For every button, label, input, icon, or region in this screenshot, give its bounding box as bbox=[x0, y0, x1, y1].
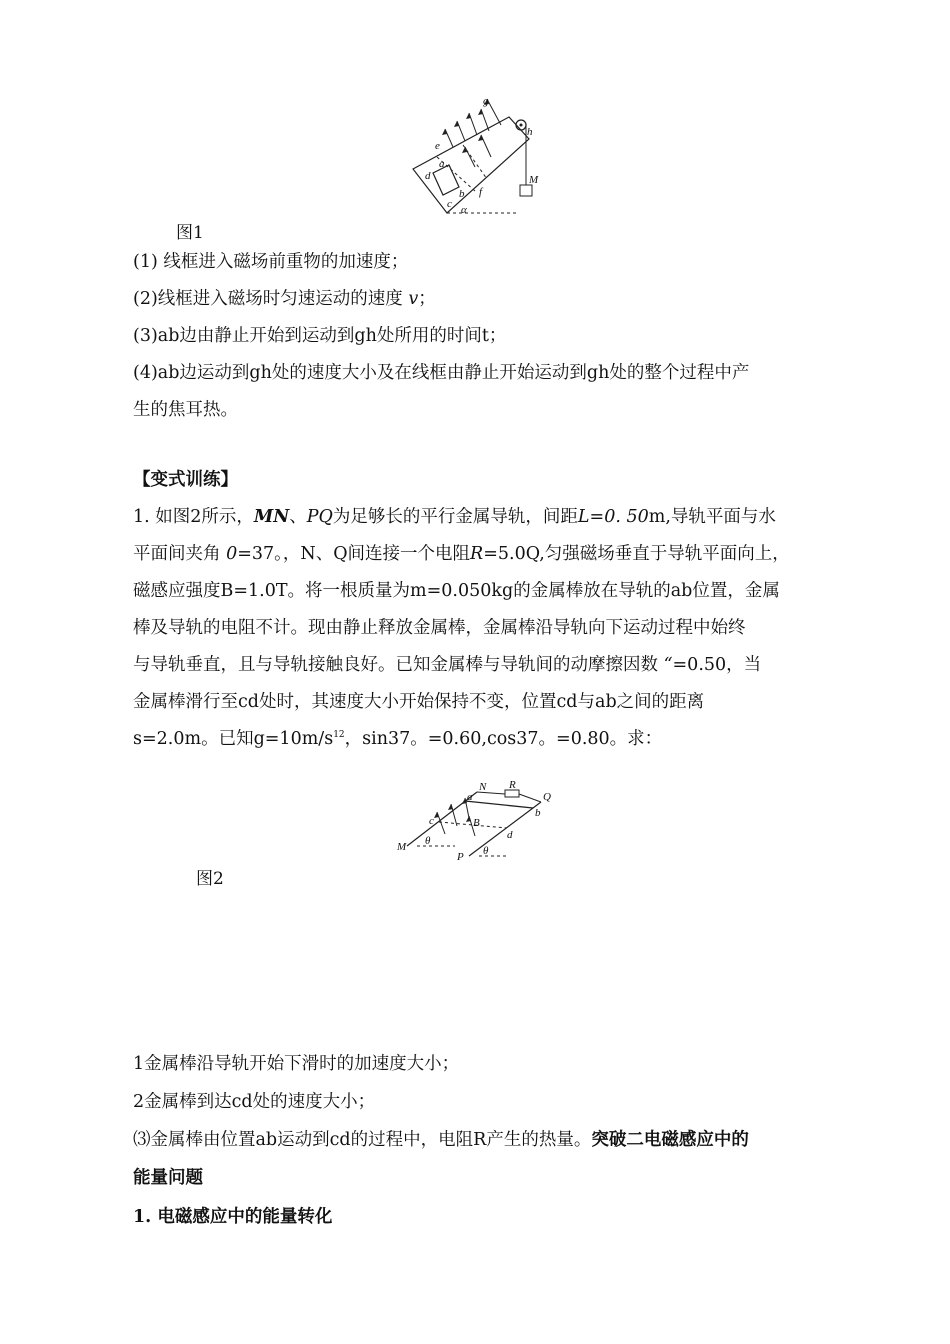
fig2-label-c: c bbox=[429, 815, 434, 827]
fig2-label-theta-2: θ bbox=[483, 845, 489, 857]
problem-l1-d: m,导轨平面与水 bbox=[648, 507, 776, 527]
fig2-label-Q: Q bbox=[543, 791, 551, 803]
question-3: (3)ab边由静止开始到运动到gh处所用的时间t； bbox=[133, 326, 507, 346]
breakthrough-heading-part-1: 突破二电磁感应中的 bbox=[591, 1130, 749, 1150]
breakthrough-heading-part-2: 能量问题 bbox=[133, 1168, 203, 1188]
fig1-label-d: d bbox=[425, 170, 431, 182]
problem-l1-b: 、 bbox=[289, 507, 307, 527]
fig2-label-R: R bbox=[509, 780, 516, 791]
problem-line-5 bbox=[133, 653, 761, 677]
energy-conversion-heading: 1. 电磁感应中的能量转化 bbox=[133, 1207, 333, 1227]
problem-line-6: 金属棒滑行至cd处时，其速度大小开始保持不变，位置cd与ab之间的距离 bbox=[133, 692, 705, 712]
fig2-label-d: d bbox=[507, 829, 513, 841]
figure-2-caption: 图2 bbox=[196, 869, 224, 889]
problem-l5-a: 与导轨垂直，且与导轨接触良好。已知金属棒与导轨间的动摩擦因数 bbox=[133, 655, 664, 675]
problem-l1-pq: PQ bbox=[306, 507, 333, 527]
fig2-label-M: M bbox=[397, 841, 407, 853]
problem-l5-b: =0.50，当 bbox=[672, 655, 762, 675]
question-1: (1) 线框进入磁场前重物的加速度； bbox=[133, 252, 409, 272]
fig2-label-theta-1: θ bbox=[425, 835, 431, 847]
problem-l5-mu: “ bbox=[663, 655, 673, 675]
fig2-label-B: B bbox=[473, 817, 480, 829]
sub-question-2: 2金属棒到达cd处的速度大小； bbox=[133, 1092, 376, 1112]
question-2 bbox=[133, 287, 436, 311]
fig1-label-h: h bbox=[527, 126, 533, 138]
problem-l1-c: 为足够长的平行金属导轨，间距 bbox=[332, 507, 578, 527]
sub-question-1: 1金属棒沿导轨开始下滑时的加速度大小； bbox=[133, 1054, 460, 1074]
problem-l2-a: 平面间夹角 bbox=[133, 544, 227, 564]
question-4-line-2: 生的焦耳热。 bbox=[133, 400, 238, 420]
question-2-var: v bbox=[408, 289, 419, 309]
fig2-label-N: N bbox=[479, 781, 487, 793]
problem-line-7 bbox=[133, 727, 662, 751]
fig2-label-b: b bbox=[535, 807, 541, 819]
problem-line-2 bbox=[133, 542, 790, 566]
fig2-label-a: a bbox=[467, 791, 473, 803]
problem-l7-sup: 12 bbox=[333, 730, 345, 741]
problem-line-3: 磁感应强度B=1.0T。将一根质量为m=0.050kg的金属棒放在导轨的ab位置，金属 bbox=[133, 581, 780, 601]
fig1-label-e: e bbox=[435, 140, 440, 152]
problem-l2-r: R bbox=[470, 544, 484, 564]
problem-l2-c: =5.0Q,匀强磁场垂直于导轨平面向上， bbox=[483, 544, 790, 564]
fig1-label-alpha: α bbox=[461, 204, 467, 216]
section-heading: 【变式训练】 bbox=[133, 470, 238, 490]
sub-question-3-text: ⑶金属棒由位置ab运动到cd的过程中，电阻R产生的热量。 bbox=[133, 1130, 592, 1150]
figure-1-caption: 图1 bbox=[176, 223, 204, 243]
problem-l7-b: ，sin37。=0.60,cos37。=0.80。求： bbox=[344, 729, 663, 749]
problem-line-4: 棒及导轨的电阻不计。现由静止释放金属棒，金属棒沿导轨向下运动过程中始终 bbox=[133, 618, 746, 638]
problem-l2-theta: 0 bbox=[226, 544, 238, 564]
figure-2-diagram bbox=[395, 780, 565, 865]
fig1-label-a: a bbox=[439, 158, 445, 170]
figure-1-diagram bbox=[405, 95, 555, 220]
fig1-label-b: b bbox=[459, 188, 465, 200]
fig1-label-g: g bbox=[483, 95, 489, 107]
question-2-text: (2)线框进入磁场时匀速运动的速度 bbox=[133, 289, 409, 309]
problem-l7-a: s=2.0m。已知g=10m/s bbox=[133, 729, 334, 749]
fig2-label-P: P bbox=[457, 851, 464, 863]
problem-l1-mn: MN bbox=[253, 507, 290, 527]
question-2-end: ； bbox=[418, 289, 436, 309]
problem-l1-a: 1. 如图2所示， bbox=[133, 507, 254, 527]
question-4-line-1: (4)ab边运动到gh处的速度大小及在线框由静止开始运动到gh处的整个过程中产 bbox=[133, 363, 750, 383]
problem-l2-b: =37。，N、Q间连接一个电阻 bbox=[237, 544, 471, 564]
fig1-label-c: c bbox=[447, 198, 452, 210]
problem-line-1 bbox=[133, 505, 776, 529]
fig1-label-f: f bbox=[479, 186, 483, 198]
problem-l1-l: L=0. 50 bbox=[577, 507, 649, 527]
fig1-label-M: M bbox=[529, 174, 539, 186]
sub-question-3 bbox=[133, 1128, 749, 1152]
